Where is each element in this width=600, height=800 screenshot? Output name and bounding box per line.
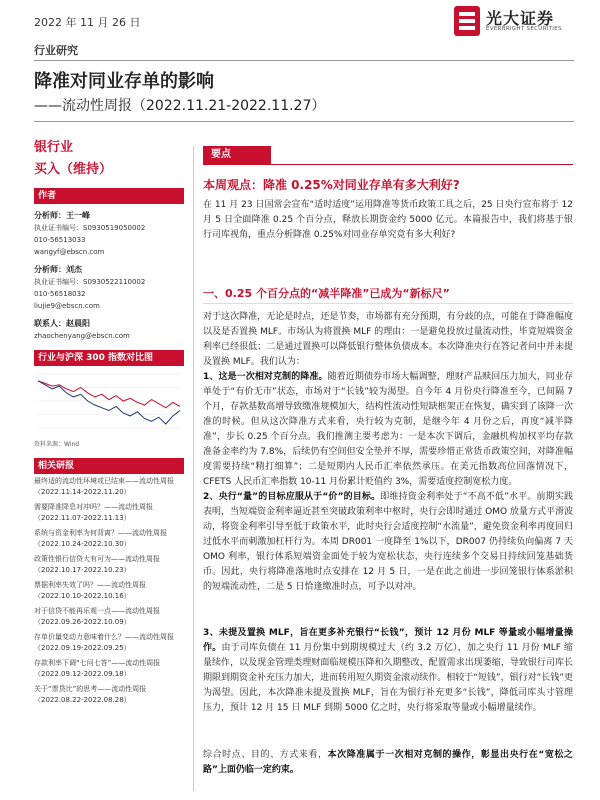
column-divider (193, 146, 194, 791)
paragraph-2-lead: 1、这是一次相对克制的降准。 (203, 372, 328, 382)
paragraph-4-lead: 3、未提及置换 MLF，旨在更多补充银行“长钱”，预计 12 月份 MLF 等量或小幅增量操作。 (203, 628, 573, 653)
sector-label: 银行业 (34, 140, 74, 155)
contact-card (34, 318, 184, 342)
paragraph-3-lead: 2、央行“量”的目标应服从于“价”的目标。 (203, 492, 381, 502)
report-category: 行业研究 (34, 44, 78, 57)
index-comparison-chart (34, 370, 184, 432)
analyst-card (34, 264, 184, 312)
paragraph-3 (203, 490, 573, 595)
analyst-phone: 010-56518032 (34, 290, 86, 298)
related-report-link[interactable]: 政策性银行信贷大有可为——流动性周报（2022.10.17-2022.10.23） (34, 555, 160, 574)
section-1-title: 一、0.25 个百分点的“减半降准”已成为“新标尺” (203, 287, 450, 300)
paragraph-4-body: 由于司库负债在 11 月份集中到期规模过大（约 3.2 万亿），加之央行 11 月份 MLF 缩量续作，以及现金管理类理财面临规模压降和久期整改，配置需求出现萎缩，导致银行司库长期限到期资金补充压力加大，进而转用短久期资金滚动续作。相较于“短钱”，银行对“长钱”更为渴望。因此，本次降准未提及置换 MLF，旨在为银行补充更多“长钱”，降低司库头寸管理压力，预计 12 月 15 日 MLF 到期 5000 亿之时，央行将采取等量或小幅增量续作。 (203, 643, 573, 713)
authors-header: 作者 (34, 188, 184, 204)
related-reports-list (34, 476, 186, 710)
analyst-license: 执业证书编号：S0930522110002 (34, 278, 146, 286)
paragraph-5 (203, 748, 573, 778)
chart-series-line-0 (38, 381, 180, 408)
analyst-email[interactable]: wangyf@ebscn.com (34, 248, 105, 256)
paragraph-5-body: 综合时点、目的、方式来看， (203, 750, 328, 760)
analyst-name: 分析师：王一峰 (34, 211, 90, 220)
chart-header: 行业与沪深 300 指数对比图 (34, 350, 184, 366)
divider (34, 121, 574, 122)
everbright-logo-icon (452, 4, 482, 38)
related-reports-header: 相关研报 (34, 458, 184, 474)
analyst-name: 分析师：刘杰 (34, 265, 82, 274)
logo-english-name: EVERBRIGHT SECURITIES (486, 26, 562, 32)
report-date: 2022 年 11 月 26 日 (34, 16, 141, 29)
related-report-link[interactable]: 系统与资金利率为何背离？——流动性周报（2022.10.24-2022.10.30） (34, 529, 167, 548)
paragraph-2-body: 随着近期债券市场大幅调整，理财产品赎回压力加大，同业存单处于“有价无市”状态，市场对于“长钱”较为渴望。自今年 4 月份央行降准至今，已间隔 7 个月，存款基数高增导致缴准规模加大，结构性流动性短缺框架正在恢复，确实到了该降一次准的时候。但从这次降准方式来看，央行较为克制，是继今年 4 月份之后，再度“减半降准”，步长 0.25 个百分点。我们推测主要考虑为：一是本次下调后，金融机构加权平均存款准备金率约为 7.8%，后续仍有空间但安全垫并不厚，需要珍惜正常货币政策空间，对降准幅度需要持续“精打细算”；二是短期内人民币汇率依然承压。在美元指数高位回落情况下，CFETS 人民币汇率指数 10-11 月份累计贬值约 3%，需要适度控制宽松力度。 (203, 372, 573, 487)
related-report-link[interactable]: 存款利率下调“七问七答”——流动性周报（2022.09.12-2022.09.18） (34, 659, 161, 678)
related-report-link[interactable]: 最终适的流动性环境或已结束——流动性周报（2022.11.14-2022.11.20） (34, 477, 174, 496)
paragraph-4 (203, 626, 573, 716)
related-report-link[interactable]: 需要降准降息对冲吗？——流动性周报（2022.11.07-2022.11.13） (34, 503, 153, 522)
rating-label: 买入（维持） (34, 162, 113, 177)
logo-chinese-name: 光大证券 (486, 9, 555, 28)
related-report-link[interactable]: 票据利率失效了吗？——流动性周报（2022.10.10-2022.10.16） (34, 581, 146, 600)
main-heading: 本周观点：降准 0.25%对同业存单有多大利好? (203, 178, 460, 192)
related-report-link[interactable]: 存单价量变动力意味着什么？——流动性周报（2022.09.19-2022.09.25） (34, 633, 174, 652)
analyst-card (34, 210, 184, 258)
contact-email[interactable]: zhaochenyang@ebscn.com (34, 332, 130, 340)
analyst-email[interactable]: liujie9@ebscn.com (34, 302, 100, 310)
related-report-link[interactable]: 对于信贷不能再乐观一点——流动性周报（2022.09.26-2022.10.09） (34, 607, 160, 626)
page-title: 降准对同业存单的影响 (34, 71, 214, 92)
paragraph-1: 对于这次降准，无论是时点，还是节奏，市场都有充分预期，有分歧的点，可能在于降准幅度以及是否置换 MLF。市场认为将置换 MLF 的理由：一是避免投放过量流动性，毕竟短端资金利率已经很低；二是通过置换可以降低银行整体负债成本。本次降准央行在答记者问中并未提及置换 MLF。我们认为： (203, 312, 573, 367)
paragraph-3-body: 即维持资金利率处于“不高不低”水平。前期实践表明，当短端资金利率逼近甚至突破政策利率中枢时，央行会即时通过 OMO 放量方式平滑波动，将资金利率引导至低于政策水平，此时央行会适度控制“水流量”，避免资金利率再度回归过低水平而刺激加杠杆行为。本周 DR001 一度降至 1%以下，DR007 仍持续负向偏离 7 天 OMO 利率，银行体系短端资金面处于较为宽松状态，央行连续多个交易日持续回笼基础货币。因此，央行将降准落地时点安排在 12 月 5 日，一是在此之前进一步回笼银行体系淤积的短端流动性，二是 5 日恰逢缴准时点，可予以对冲。 (203, 492, 573, 592)
summary-underline (203, 164, 573, 165)
contact-name: 联系人：赵晨阳 (34, 319, 90, 328)
chart-source: 资料来源：Wind (34, 441, 80, 448)
intro-paragraph: 在 11 月 23 日国常会宣布“适时适度”运用降准等货币政策工具之后，25 日央行宣布将于 12 月 5 日全面降准 0.25 个百分点，释放长期资金约 5000 亿元。本篇报告中，我们将基于银行司库视角，重点分析降准 0.25%对同业存单究竟有多大利好? (203, 200, 573, 240)
analyst-phone: 010-56513033 (34, 236, 86, 244)
related-report-link[interactable]: 关于“票贷比”的思考——流动性周报（2022.08.22-2022.08.28） (34, 685, 147, 704)
analyst-license: 执业证书编号：S0930519050002 (34, 224, 146, 232)
section-divider (203, 303, 573, 304)
paragraph-2 (203, 370, 573, 490)
page-subtitle: ——流动性周报（2022.11.21-2022.11.27） (34, 98, 326, 114)
divider (34, 60, 574, 61)
brand-logo (452, 4, 572, 40)
summary-tab: 要点 (203, 146, 271, 164)
paragraph-5-bold: 本次降准属于一次相对克制的操作，彰显出央行在“宽松之路”上面仍临一定约束。 (203, 750, 573, 775)
